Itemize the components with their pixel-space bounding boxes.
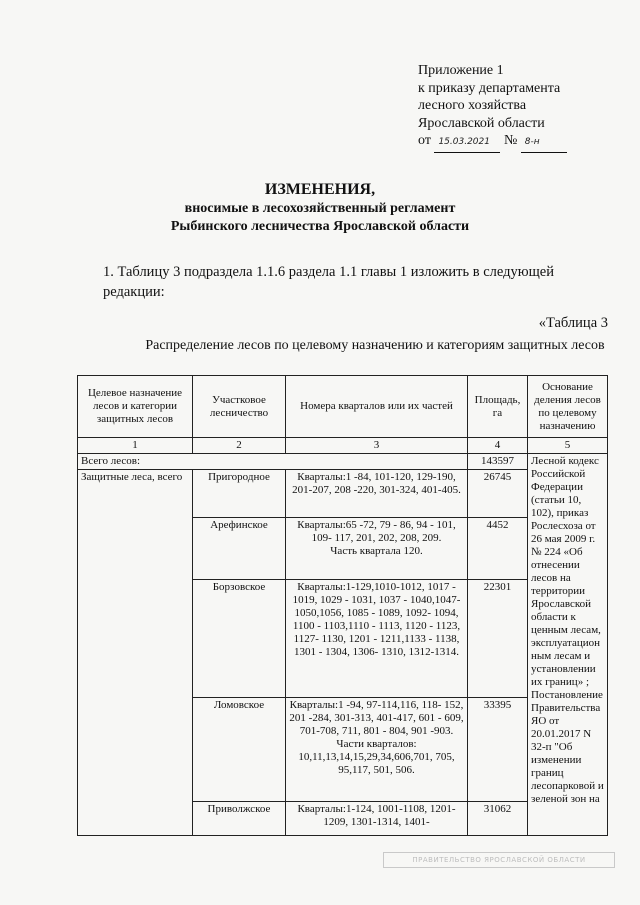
- quarters-extra: Части кварталов: 10,11,13,14,15,29,34,606,701, 705, 95,117, 501, 506.: [298, 738, 455, 776]
- date-prefix: от: [418, 133, 431, 148]
- forest-distribution-table: [77, 375, 608, 836]
- district-name: Пригородное: [193, 470, 286, 518]
- quarters-cell: [286, 518, 468, 580]
- header-purpose: Целевое назначение лесов и категории защитных лесов: [78, 376, 193, 438]
- column-number: 3: [286, 438, 468, 454]
- area-cell: 31062: [468, 802, 528, 836]
- district-name: Ломовское: [193, 698, 286, 802]
- quarters-cell: [286, 698, 468, 802]
- quarters-list: Кварталы:65 -72, 79 - 86, 94 - 101, 109- 117, 201, 202, 208, 209.: [297, 519, 456, 544]
- area-cell: 4452: [468, 518, 528, 580]
- appendix-block: [418, 62, 567, 153]
- table-caption: Распределение лесов по целевому назначению и категориям защитных лесов: [145, 338, 605, 353]
- quarters-cell: Кварталы:1-124, 1001-1108, 1201-1209, 1301-1314, 1401-: [286, 802, 468, 836]
- instruction-paragraph: 1. Таблицу 3 подраздела 1.1.6 раздела 1.1 главы 1 изложить в следующей редакции:: [103, 264, 554, 300]
- column-number: 1: [78, 438, 193, 454]
- header-basis: Основание деления лесов по целевому назначению: [528, 376, 608, 438]
- total-area: 143597: [468, 454, 528, 470]
- header-quarters: Номера кварталов или их частей: [286, 376, 468, 438]
- column-number: 2: [193, 438, 286, 454]
- column-number: 5: [528, 438, 608, 454]
- area-cell: 33395: [468, 698, 528, 802]
- registration-stamp: ПРАВИТЕЛЬСТВО ЯРОСЛАВСКОЙ ОБЛАСТИ: [383, 852, 615, 868]
- appendix-date-line: [418, 132, 567, 153]
- number-label: №: [503, 133, 518, 148]
- header-district: Участковое лесничество: [193, 376, 286, 438]
- area-cell: 22301: [468, 580, 528, 698]
- handwritten-number: 8-н: [521, 134, 567, 153]
- protective-forests-label: Защитные леса, всего: [78, 470, 193, 836]
- total-label: Всего лесов:: [78, 454, 468, 470]
- basis-cell: Лесной кодекс Российской Федерации (статьи 10, 102), приказ Рослесхоза от 26 мая 2009 г. № 224 «Об отнесении лесов на территории Ярославской области к ценным лесам, эксплуатацион ным лесам и установлении их границ» ; Постановление Правительства ЯО от 20.01.2017 N 32-п "Об изменении границ лесопарковой и зеленой зон на: [528, 454, 608, 836]
- quarters-cell: Кварталы:1 -84, 101-120, 129-190, 201-207, 208 -220, 301-324, 401-405.: [286, 470, 468, 518]
- column-number-row: [78, 438, 608, 454]
- total-row: [78, 454, 608, 470]
- column-number: 4: [468, 438, 528, 454]
- handwritten-date: 15.03.2021: [434, 134, 500, 153]
- table-header-row: [78, 376, 608, 438]
- table-reference: «Таблица 3: [538, 315, 608, 331]
- quarters-cell: Кварталы:1-129,1010-1012, 1017 - 1019, 1029 - 1031, 1037 - 1040,1047- 1050,1056, 1085 - 1089, 1092- 1094, 1100 - 1103,1110 - 1113, 1120 - 1123, 1127- 1130, 1201 - 1211,1133 - 1138, 1301 - 1304, 1306- 1310, 1312-1314.: [286, 580, 468, 698]
- title-line-2: вносимые в лесохозяйственный регламент: [184, 201, 456, 216]
- quarters-extra: Часть квартала 120.: [330, 545, 423, 557]
- header-area: Площадь, га: [468, 376, 528, 438]
- title-line-3: Рыбинского лесничества Ярославской области: [170, 219, 470, 234]
- area-cell: 26745: [468, 470, 528, 518]
- quarters-list: Кварталы:1 -94, 97-114,116, 118- 152, 201 -284, 301-313, 401-417, 601 - 609, 701-708, 711, 801 - 804, 901 -903.: [289, 699, 464, 737]
- document-title: [0, 180, 640, 236]
- appendix-line-3: лесного хозяйства: [418, 98, 527, 113]
- district-name: Арефинское: [193, 518, 286, 580]
- appendix-line-4: Ярославской области: [418, 115, 545, 131]
- district-name: Приволжское: [193, 802, 286, 836]
- appendix-line-2: к приказу департамента: [418, 80, 561, 96]
- district-name: Борзовское: [193, 580, 286, 698]
- title-line-1: ИЗМЕНЕНИЯ,: [264, 181, 376, 198]
- appendix-line-1: Приложение 1: [418, 63, 504, 78]
